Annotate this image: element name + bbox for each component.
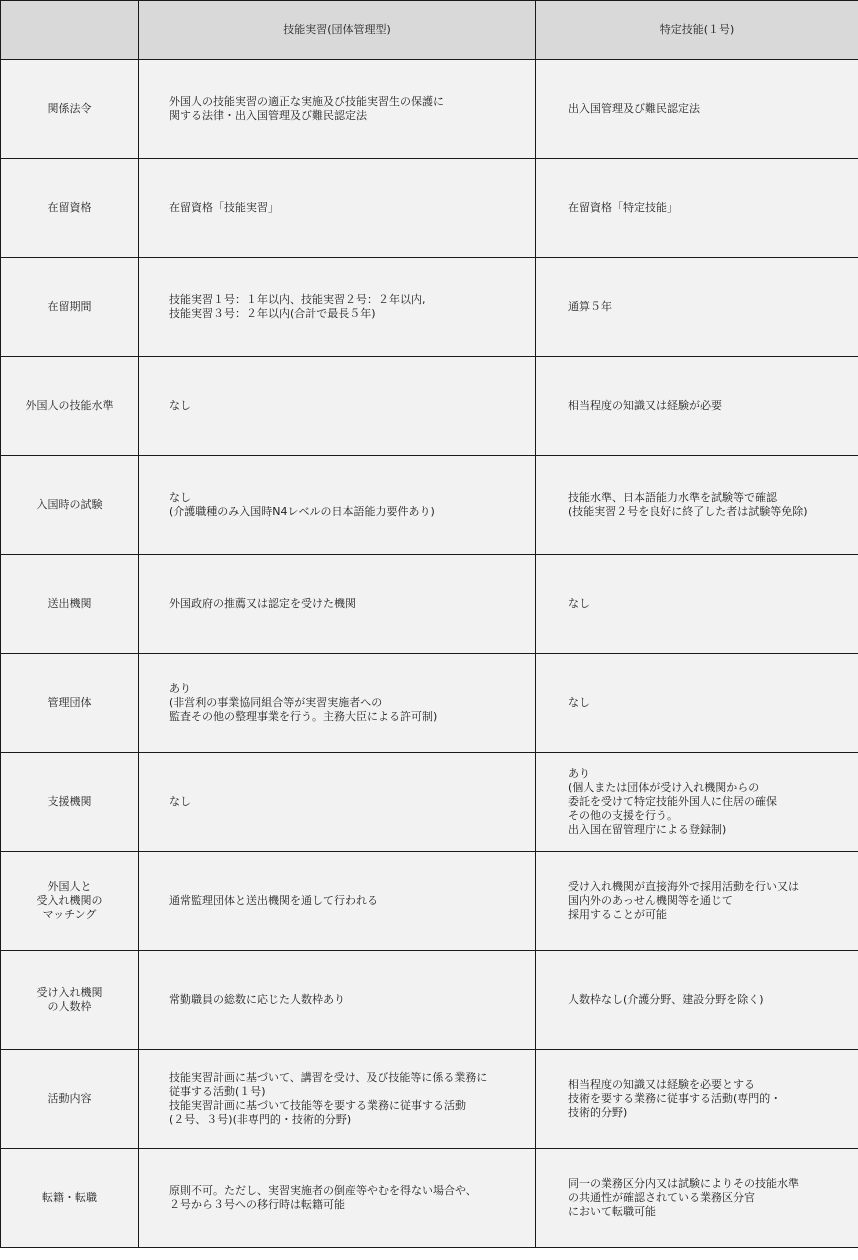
row-label: 送出機関: [1, 555, 139, 654]
row-label: 入国時の試験: [1, 456, 139, 555]
tokutei-cell: なし: [536, 555, 858, 654]
table-row: [1, 60, 858, 159]
row-label: 受け入れ機関 の人数枠: [1, 951, 139, 1050]
table-row: [1, 951, 858, 1050]
tokutei-cell: 同一の業務区分内又は試験によりその技能水準 の共通性が確認されている業務区分官 において転職可能: [536, 1149, 858, 1248]
ginou-cell: なし: [139, 753, 536, 852]
ginou-cell: なし (介護職種のみ入国時N4レベルの日本語能力要件あり): [139, 456, 536, 555]
ginou-cell: 常勤職員の総数に応じた人数枠あり: [139, 951, 536, 1050]
header-tokutei-ginou: 特定技能(１号): [536, 1, 858, 60]
header-corner: [1, 1, 139, 60]
row-label: 在留資格: [1, 159, 139, 258]
tokutei-cell: なし: [536, 654, 858, 753]
header-row: [1, 1, 858, 60]
row-label: 関係法令: [1, 60, 139, 159]
ginou-cell: 技能実習１号：１年以内、技能実習２号：２年以内, 技能実習３号：２年以内(合計で最長５年): [139, 258, 536, 357]
tokutei-cell: あり (個人または団体が受け入れ機関からの 委託を受けて特定技能外国人に住居の確保 その他の支援を行う。 出入国在留管理庁による登録制): [536, 753, 858, 852]
row-label: 管理団体: [1, 654, 139, 753]
ginou-cell: 外国人の技能実習の適正な実施及び技能実習生の保護に 関する法律・出入国管理及び難民認定法: [139, 60, 536, 159]
row-label: 在留期間: [1, 258, 139, 357]
table-row: [1, 1149, 858, 1248]
tokutei-cell: 受け入れ機関が直接海外で採用活動を行い又は 国内外のあっせん機関等を通じて 採用することが可能: [536, 852, 858, 951]
table-row: [1, 159, 858, 258]
table-row: [1, 1050, 858, 1149]
table-row: [1, 753, 858, 852]
row-label: 支援機関: [1, 753, 139, 852]
tokutei-cell: 相当程度の知識又は経験を必要とする 技術を要する業務に従事する活動(専門的・ 技術的分野): [536, 1050, 858, 1149]
tokutei-cell: 人数枠なし(介護分野、建設分野を除く): [536, 951, 858, 1050]
row-label: 外国人の技能水準: [1, 357, 139, 456]
row-label: 活動内容: [1, 1050, 139, 1149]
tokutei-cell: 技能水準、日本語能力水準を試験等で確認 (技能実習２号を良好に終了した者は試験等免除): [536, 456, 858, 555]
table-row: [1, 456, 858, 555]
tokutei-cell: 通算５年: [536, 258, 858, 357]
tokutei-cell: 在留資格「特定技能」: [536, 159, 858, 258]
ginou-cell: 外国政府の推薦又は認定を受けた機関: [139, 555, 536, 654]
table-row: [1, 654, 858, 753]
tokutei-cell: 相当程度の知識又は経験が必要: [536, 357, 858, 456]
header-ginou-jisshu: 技能実習(団体管理型): [139, 1, 536, 60]
tokutei-cell: 出入国管理及び難民認定法: [536, 60, 858, 159]
ginou-cell: 通常監理団体と送出機関を通して行われる: [139, 852, 536, 951]
table-row: [1, 357, 858, 456]
ginou-cell: なし: [139, 357, 536, 456]
ginou-cell: 原則不可。ただし、実習実施者の倒産等やむを得ない場合や、 ２号から３号への移行時は転籍可能: [139, 1149, 536, 1248]
ginou-cell: あり (非営利の事業協同組合等が実習実施者への 監査その他の整理事業を行う。主務大臣による許可制): [139, 654, 536, 753]
ginou-cell: 技能実習計画に基づいて、講習を受け、及び技能等に係る業務に 従事する活動(１号) 技能実習計画に基づいて技能等を要する業務に従事する活動 (２号、３号)(非専門的・技術的分野): [139, 1050, 536, 1149]
table-row: [1, 852, 858, 951]
ginou-cell: 在留資格「技能実習」: [139, 159, 536, 258]
table-row: [1, 555, 858, 654]
table-row: [1, 258, 858, 357]
row-label: 外国人と 受入れ機関の マッチング: [1, 852, 139, 951]
row-label: 転籍・転職: [1, 1149, 139, 1248]
